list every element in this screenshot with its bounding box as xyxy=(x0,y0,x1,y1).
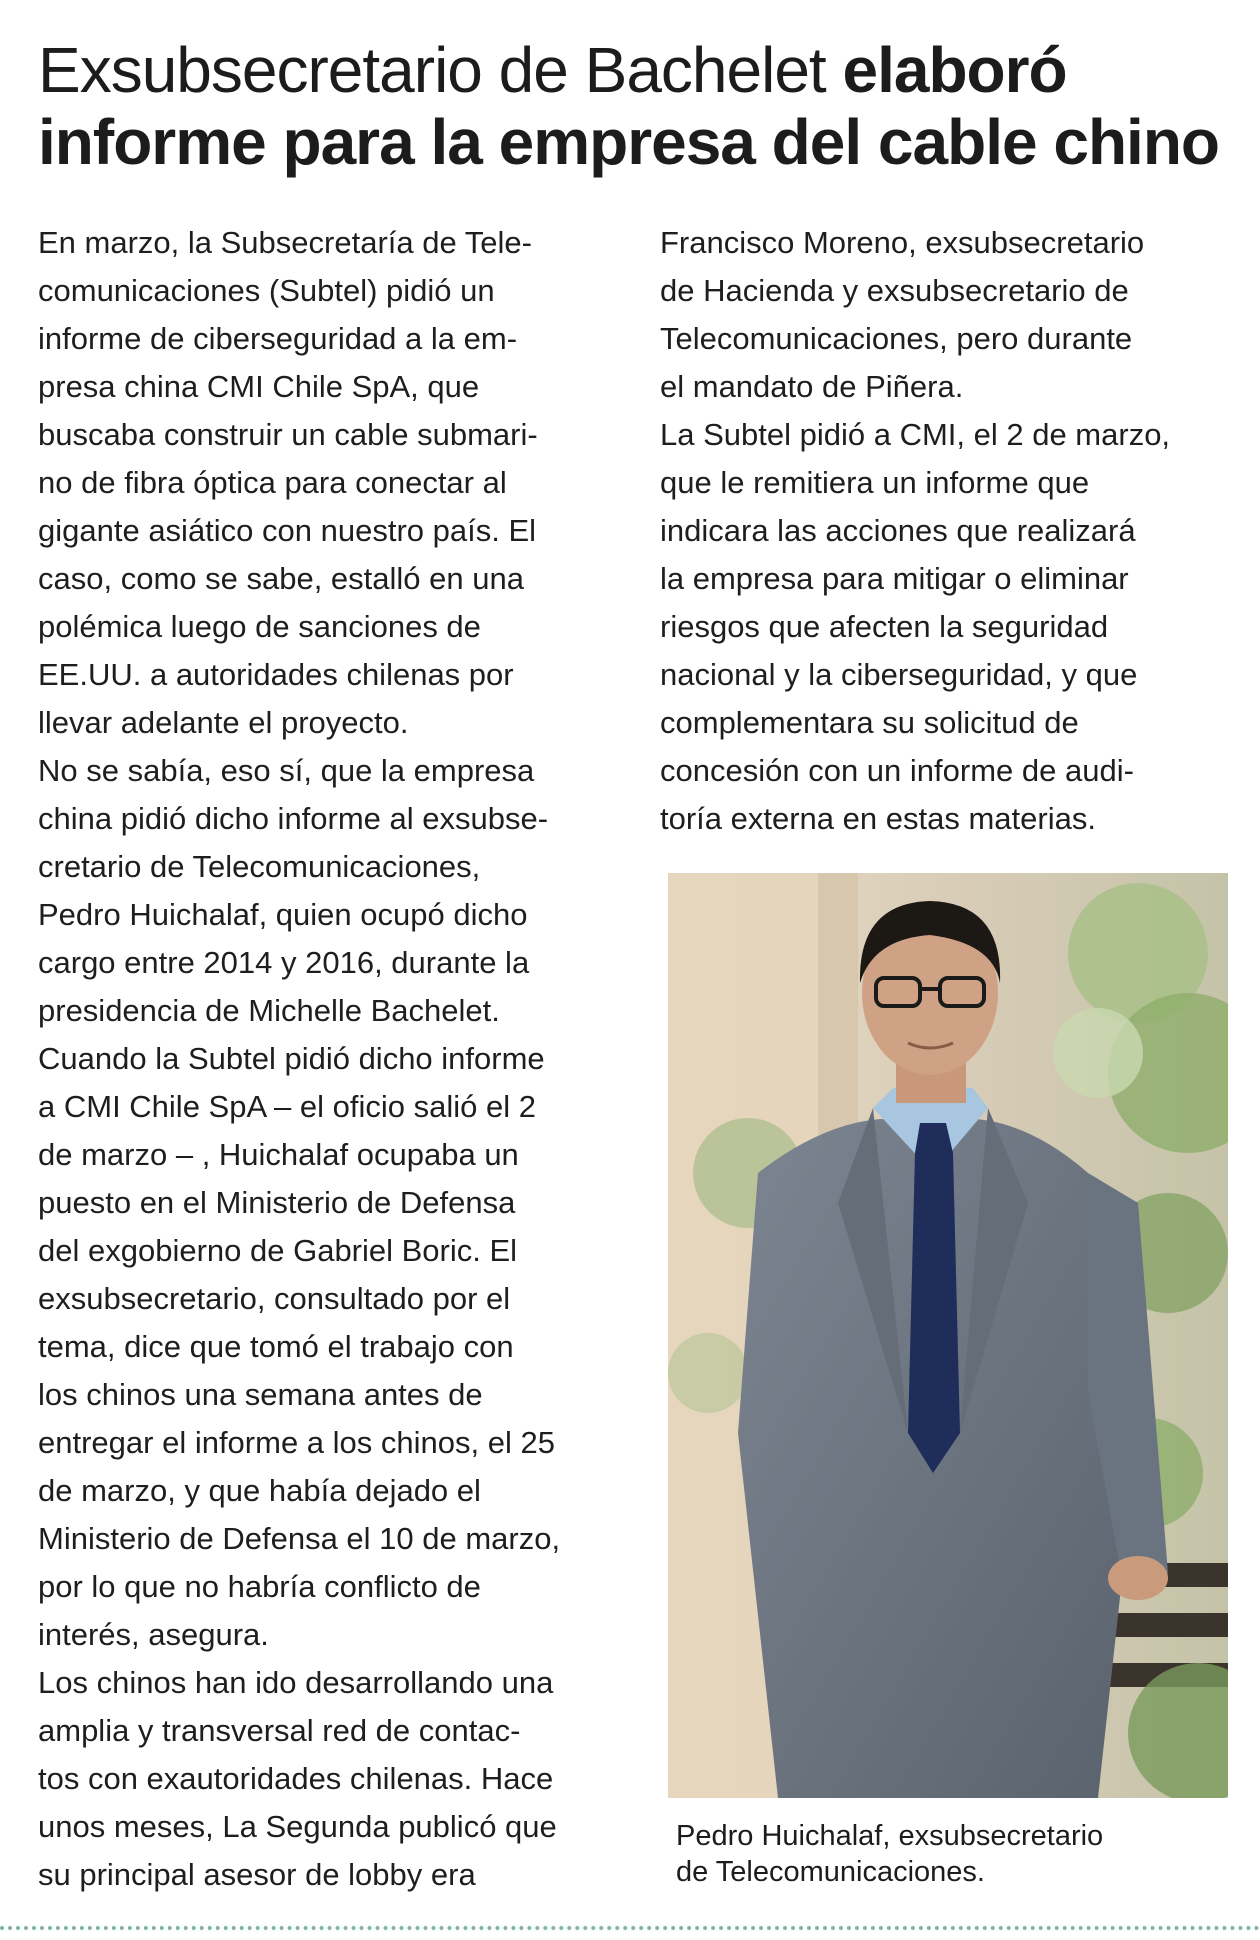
text-line: Ministerio de Defensa el 10 de marzo, xyxy=(38,1521,561,1556)
text-line: Francisco Moreno, exsubsecretario xyxy=(660,225,1145,260)
text-line: no de fibra óptica para conectar al xyxy=(38,465,507,500)
text-line: Telecomunicaciones, pero durante xyxy=(660,321,1133,356)
headline-bold-1: elaboró xyxy=(842,34,1067,106)
text-line: del exgobierno de Gabriel Boric. El xyxy=(38,1233,518,1268)
text-line: interés, asegura. xyxy=(38,1617,269,1652)
paragraph xyxy=(38,1659,638,1899)
text-line: de Hacienda y exsubsecretario de xyxy=(660,273,1129,308)
text-line: presidencia de Michelle Bachelet. xyxy=(38,993,500,1028)
headline-bold-2: informe para la empresa del cable chino xyxy=(38,106,1219,178)
portrait-photo xyxy=(668,873,1228,1798)
paragraph xyxy=(38,747,638,1035)
headline-light: Exsubsecretario de Bachelet xyxy=(38,34,843,106)
text-line: nacional y la ciberseguridad, y que xyxy=(660,657,1138,692)
text-line: amplia y transversal red de contac- xyxy=(38,1713,521,1748)
text-line: exsubsecretario, consultado por el xyxy=(38,1281,511,1316)
text-line: EE.UU. a autoridades chilenas por xyxy=(38,657,514,692)
text-line: entregar el informe a los chinos, el 25 xyxy=(38,1425,555,1460)
text-line: los chinos una semana antes de xyxy=(38,1377,483,1412)
text-line: Los chinos han ido desarrollando una xyxy=(38,1665,554,1700)
text-line: concesión con un informe de audi- xyxy=(660,753,1134,788)
paragraph xyxy=(660,411,1220,843)
text-line: toría externa en estas materias. xyxy=(660,801,1096,836)
headline xyxy=(38,34,1228,178)
text-line: polémica luego de sanciones de xyxy=(38,609,481,644)
text-line: La Subtel pidió a CMI, el 2 de marzo, xyxy=(660,417,1171,452)
text-line: de marzo, y que había dejado el xyxy=(38,1473,481,1508)
text-line: riesgos que afecten la seguridad xyxy=(660,609,1109,644)
text-line: Pedro Huichalaf, quien ocupó dicho xyxy=(38,897,528,932)
caption-line-1: Pedro Huichalaf, exsubsecretario xyxy=(676,1820,1104,1852)
text-line: gigante asiático con nuestro país. El xyxy=(38,513,537,548)
text-line: buscaba construir un cable submari- xyxy=(38,417,538,452)
portrait-illustration xyxy=(668,873,1228,1798)
paragraph xyxy=(660,219,1220,411)
text-line: de marzo – , Huichalaf ocupaba un xyxy=(38,1137,519,1172)
text-line: la empresa para mitigar o eliminar xyxy=(660,561,1129,596)
article-column-left xyxy=(38,219,638,1899)
article-column-right xyxy=(660,219,1220,843)
paragraph xyxy=(38,1035,638,1659)
text-line: En marzo, la Subsecretaría de Tele- xyxy=(38,225,532,260)
text-line: cargo entre 2014 y 2016, durante la xyxy=(38,945,530,980)
text-line: que le remitiera un informe que xyxy=(660,465,1090,500)
text-line: su principal asesor de lobby era xyxy=(38,1857,476,1892)
paragraph xyxy=(38,219,638,747)
text-line: por lo que no habría conflicto de xyxy=(38,1569,481,1604)
text-line: complementara su solicitud de xyxy=(660,705,1079,740)
photo-caption xyxy=(676,1818,1236,1890)
text-line: informe de ciberseguridad a la em- xyxy=(38,321,518,356)
text-line: tos con exautoridades chilenas. Hace xyxy=(38,1761,554,1796)
text-line: Cuando la Subtel pidió dicho informe xyxy=(38,1041,545,1076)
text-line: caso, como se sabe, estalló en una xyxy=(38,561,524,596)
text-line: No se sabía, eso sí, que la empresa xyxy=(38,753,535,788)
text-line: china pidió dicho informe al exsubse- xyxy=(38,801,549,836)
text-line: tema, dice que tomó el trabajo con xyxy=(38,1329,514,1364)
text-line: a CMI Chile SpA – el oficio salió el 2 xyxy=(38,1089,536,1124)
text-line: indicara las acciones que realizará xyxy=(660,513,1136,548)
dotted-divider xyxy=(0,1926,1260,1930)
text-line: cretario de Telecomunicaciones, xyxy=(38,849,481,884)
text-line: comunicaciones (Subtel) pidió un xyxy=(38,273,495,308)
caption-line-2: de Telecomunicaciones. xyxy=(676,1856,985,1888)
text-line: puesto en el Ministerio de Defensa xyxy=(38,1185,516,1220)
text-line: el mandato de Piñera. xyxy=(660,369,964,404)
text-line: unos meses, La Segunda publicó que xyxy=(38,1809,557,1844)
text-line: presa china CMI Chile SpA, que xyxy=(38,369,480,404)
text-line: llevar adelante el proyecto. xyxy=(38,705,409,740)
